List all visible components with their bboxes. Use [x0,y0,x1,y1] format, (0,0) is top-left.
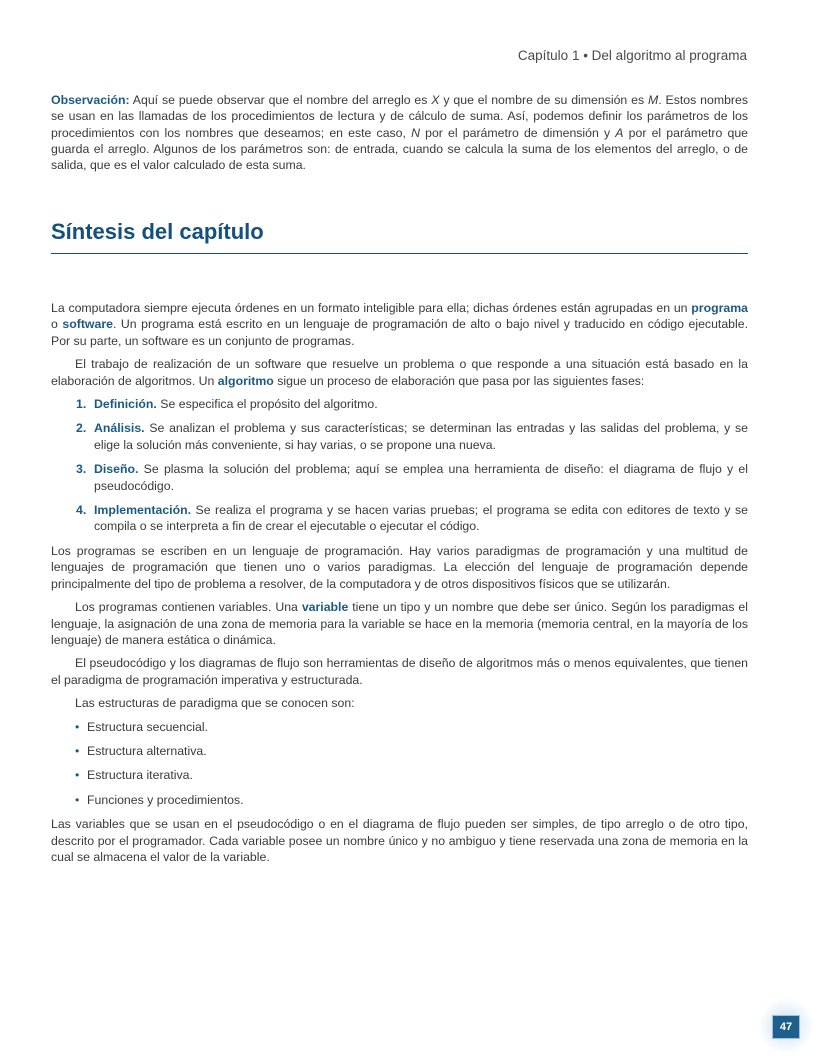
structure-item [51,792,748,808]
phase-text: Se realiza el programa y se hacen varias pruebas; el programa se edita con editores de texto y se compila o se interpreta a fin de crear el ejecutable o ejecutar el código. [94,503,748,534]
structure-text: Estructura alternativa. [87,743,207,758]
running-header: Capítulo 1 • Del algoritmo al programa [517,48,747,63]
term-algoritmo: algoritmo [217,373,274,388]
structure-text: Funciones y procedimientos. [87,792,244,807]
phase-number: 2. [76,421,87,436]
phase-text: Se analizan el problema y sus características; se determinan las entradas y las salidas del problema, y se elige la solución más conveniente, si hay varias, o se propone una nueva. [94,421,748,452]
observation-var-a: A [615,125,624,140]
text-run: Los programas contienen variables. Una [75,600,302,615]
term-variable: variable [301,600,349,615]
phase-item [51,502,748,535]
phase-term: Análisis. [94,421,145,436]
bullet-icon: • [75,719,80,734]
observation-var-n: N [411,125,420,140]
text-run: La computadora siempre ejecuta órdenes en un formato inteligible para ella; dichas órdenes están agrupadas en un [51,301,692,315]
text-run: tiene un tipo y un nombre que debe ser único. Según los paradigmas el lenguaje, la asignación de una zona de memoria para la variable se hace en la memoria (memoria central, en la mayoría de los lenguaje) de manera estática o dinámica. [51,600,749,647]
observation-text: Aquí se puede observar que el nombre del arreglo es [129,93,432,107]
observation-paragraph [51,92,748,173]
term-software: software [62,317,113,332]
section-title: Síntesis del capítulo [51,219,748,254]
text-run: o [51,317,63,332]
phase-term: Implementación. [94,503,192,518]
phase-term: Diseño. [94,462,139,477]
page-number: 47 [772,1015,800,1039]
page-number-badge [758,998,814,1054]
phase-text: Se plasma la solución del problema; aquí se emplea una herramienta de diseño: el diagrama de flujo y el pseudocódigo. [94,462,748,493]
observation-text: por el parámetro de dimensión y [419,125,616,140]
phase-item [51,461,748,494]
structure-item [51,719,748,735]
structures-list [51,719,748,809]
structure-item [51,743,748,759]
text-run: . Un programa está escrito en un lenguaje de programación de alto o bajo nivel y traducido en código ejecutable. Por su parte, un software es un conjunto de programas. [51,317,748,348]
phase-number: 1. [76,397,87,412]
summary-paragraph [51,300,748,349]
observation-text: y que el nombre de su dimensión es [439,93,648,107]
phase-term: Definición. [94,397,157,412]
bullet-icon: • [75,792,80,807]
structure-item [51,767,748,783]
structure-text: Estructura iterativa. [87,768,193,783]
summary-paragraph: Las estructuras de paradigma que se conocen son: [75,696,355,711]
observation-text: . Estos nombres se usan en las llamadas de los procedimientos de lectura y de cálculo de suma. Así, podemos definir los parámetros de los procedimientos con los nombres que deseamos; en este caso, [51,93,748,140]
term-programa: programa [691,301,748,315]
summary-paragraph: Las variables que se usan en el pseudocódigo o en el diagrama de flujo pueden ser simples, de tipo arreglo o de otro tipo, descrito por el programador. Cada variable posee un nombre único y no ambiguo y tiene reservada una zona de memoria en la cual se almacena el valor de la variable. [51,817,748,864]
phase-text: Se especifica el propósito del algoritmo. [156,397,378,412]
text-run: sigue un proceso de elaboración que pasa por las siguientes fases: [273,373,645,388]
chapter-summary-body [51,300,748,872]
observation-var-x: X [431,93,440,107]
phase-item [51,396,748,412]
observation-label: Observación: [51,93,130,107]
bullet-icon: • [75,743,80,758]
observation-var-m: M [647,93,659,107]
text-run: El trabajo de realización de un software que resuelve un problema o que responde a una situación está basado en la elaboración de algoritmos. Un [51,357,748,388]
summary-paragraph [51,356,748,389]
bullet-icon: • [75,768,80,783]
summary-paragraph [51,599,748,648]
structure-text: Estructura secuencial. [87,719,208,734]
phase-number: 4. [76,503,87,518]
phases-list [51,396,748,535]
summary-paragraph: El pseudocódigo y los diagramas de flujo son herramientas de diseño de algoritmos más o menos equivalentes, que tienen el paradigma de programación imperativa y estructurada. [51,656,748,687]
summary-paragraph: Los programas se escriben en un lenguaje de programación. Hay varios paradigmas de programación y una multitud de lenguajes de programación que tienen uno o varios paradigmas. La elección del lenguaje de programación depende principalmente del tipo de problema a resolver, de la computadora y de otros dispositivos físicos que se utilizarán. [51,543,748,591]
phase-item [51,420,748,453]
observation-text: por el parámetro que guarda el arreglo. Algunos de los parámetros son: de entrada, cuando se calcula la suma de los elementos del arreglo, o de salida, que es el valor calculado de esta suma. [51,125,748,173]
phase-number: 3. [76,462,87,477]
